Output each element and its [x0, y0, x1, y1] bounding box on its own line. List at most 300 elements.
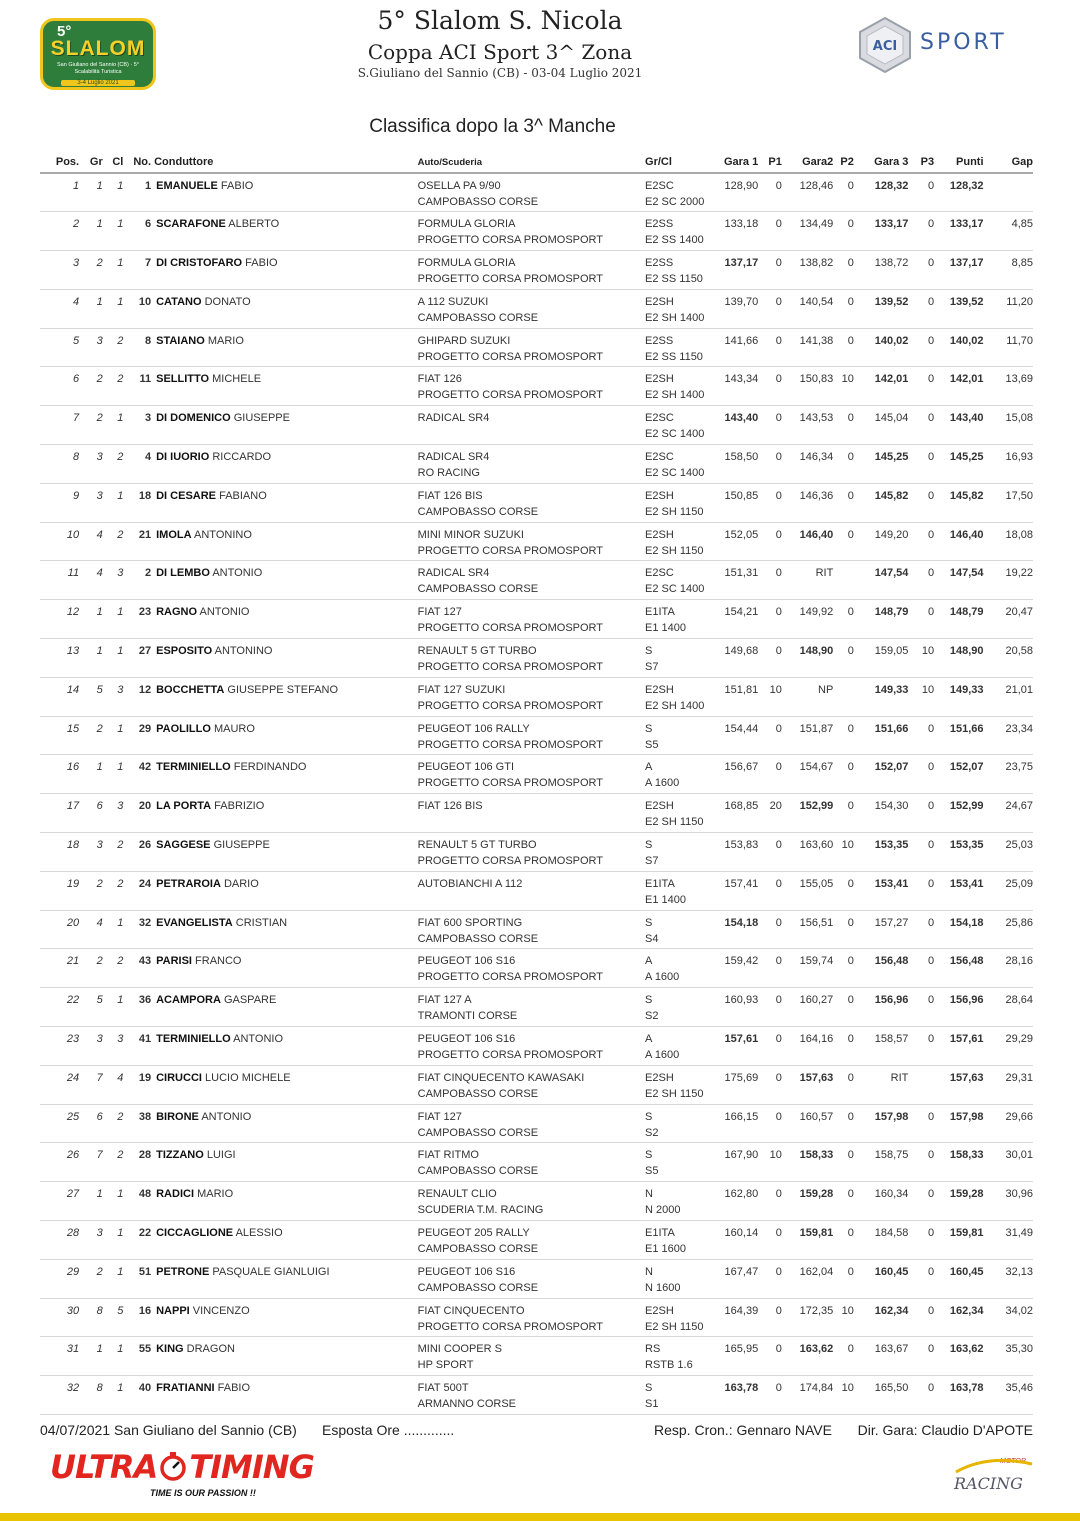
cell-p1: 0 [758, 1182, 782, 1221]
class-code: E2 SC 1400 [645, 428, 705, 441]
cell-no: 26 [123, 833, 151, 872]
cell-no: 1 [123, 173, 151, 212]
group-code: E2SH [645, 528, 674, 541]
cell-gara2: 154,67 [782, 755, 833, 794]
car-model: PEUGEOT 205 RALLY [417, 1227, 530, 1240]
table-row [40, 1182, 1033, 1221]
car-model: FIAT 126 BIS [417, 800, 483, 813]
cell-group-class [645, 561, 715, 600]
cell-pos: 4 [40, 289, 79, 328]
cell-punti: 158,33 [934, 1143, 983, 1182]
cell-group-class [645, 406, 715, 445]
cell-punti: 140,02 [934, 328, 983, 367]
cell-auto-scuderia [418, 794, 645, 833]
car-model: RENAULT 5 GT TURBO [417, 645, 537, 658]
cell-p1: 0 [758, 1376, 782, 1415]
cell-gap: 25,03 [984, 833, 1033, 872]
cell-p2: 0 [833, 716, 854, 755]
cell-auto-scuderia [418, 1104, 645, 1143]
cell-gara2: 172,35 [782, 1298, 833, 1337]
cell-gap: 29,29 [984, 1027, 1033, 1066]
team-name [418, 814, 645, 830]
driver-surname: RAGNO [156, 606, 198, 619]
col-header-pos: Pos. [40, 152, 79, 173]
cell-gara2: 158,33 [782, 1143, 833, 1182]
driver-surname: RADICI [156, 1188, 194, 1201]
cell-pos: 15 [40, 716, 79, 755]
cell-group-class [645, 910, 715, 949]
footer-date-place: 04/07/2021 San Giuliano del Sannio (CB) [40, 1422, 297, 1438]
cell-gara1: 141,66 [715, 328, 758, 367]
class-code: E2 SC 1400 [645, 583, 705, 596]
driver-name: CRISTIAN [235, 916, 288, 929]
cell-conduttore [151, 1104, 418, 1143]
cell-group-class [645, 445, 715, 484]
cell-p1: 0 [758, 251, 782, 290]
cell-p2: 0 [833, 1065, 854, 1104]
table-row [40, 677, 1033, 716]
driver-name: FABIO [220, 180, 254, 192]
cell-pos: 30 [40, 1298, 79, 1337]
driver-name: FABIO [245, 257, 278, 270]
cell-no: 7 [123, 251, 151, 290]
cell-p3: 10 [908, 677, 934, 716]
results-table [40, 152, 1033, 1415]
cell-cl: 3 [103, 1027, 124, 1066]
driver-name: MAURO [213, 722, 255, 735]
cell-group-class [645, 794, 715, 833]
table-row [40, 871, 1033, 910]
cell-cl: 2 [103, 833, 124, 872]
cell-gap: 28,16 [984, 949, 1033, 988]
cell-group-class [645, 251, 715, 290]
cell-gara1: 139,70 [715, 289, 758, 328]
ultra-timing-tagline: TIME IS OUR PASSION !! [150, 1488, 256, 1498]
cell-punti: 128,32 [934, 173, 983, 212]
team-name: PROGETTO CORSA PROMOSPORT [417, 350, 604, 363]
col-header-cl: Cl [103, 152, 124, 173]
cell-cl: 4 [103, 1065, 124, 1104]
cell-gara1: 164,39 [715, 1298, 758, 1337]
driver-surname: DI DOMENICO [156, 412, 231, 425]
cell-gara1: 154,44 [715, 716, 758, 755]
table-row [40, 988, 1033, 1027]
group-code: E2SH [645, 295, 674, 308]
car-model: FORMULA GLORIA [417, 257, 516, 270]
cell-punti: 147,54 [934, 561, 983, 600]
ultra-timing-logo [50, 1448, 330, 1498]
cell-gara3: 184,58 [854, 1221, 909, 1260]
cell-gap: 8,85 [984, 251, 1033, 290]
cell-gara1: 133,18 [715, 212, 758, 251]
cell-gara1: 166,15 [715, 1104, 758, 1143]
cell-gara2: 156,51 [782, 910, 833, 949]
cell-gara2: 174,84 [782, 1376, 833, 1415]
cell-p3: 0 [908, 949, 934, 988]
cell-cl: 2 [103, 871, 124, 910]
cell-gr: 2 [79, 367, 103, 406]
driver-surname: TERMINIELLO [156, 1033, 231, 1046]
cell-gara1: 159,42 [715, 949, 758, 988]
group-code: A [645, 761, 653, 774]
class-code: E2 SH 1150 [645, 1320, 704, 1333]
cell-p2: 0 [833, 949, 854, 988]
cell-conduttore [151, 367, 418, 406]
cell-pos: 3 [40, 251, 79, 290]
cell-p3: 0 [908, 1027, 934, 1066]
cell-auto-scuderia [418, 561, 645, 600]
cell-pos: 12 [40, 600, 79, 639]
cell-p2: 0 [833, 755, 854, 794]
cell-gap: 29,31 [984, 1065, 1033, 1104]
cell-group-class [645, 755, 715, 794]
cell-group-class [645, 716, 715, 755]
cell-punti: 153,41 [934, 871, 983, 910]
group-code: E1ITA [645, 1227, 675, 1240]
cell-p2: 0 [833, 1337, 854, 1376]
cell-gara2: 143,53 [782, 406, 833, 445]
cell-auto-scuderia [418, 251, 645, 290]
cell-p1: 0 [758, 871, 782, 910]
team-name: PROGETTO CORSA PROMOSPORT [417, 622, 604, 635]
cell-p3: 0 [908, 755, 934, 794]
team-name: PROGETTO CORSA PROMOSPORT [417, 1049, 604, 1062]
class-code: E2 SH 1150 [645, 544, 704, 557]
cell-p3: 0 [908, 1182, 934, 1221]
table-row [40, 1065, 1033, 1104]
driver-name: VINCENZO [192, 1304, 250, 1317]
cell-cl: 1 [103, 716, 124, 755]
team-name: PROGETTO CORSA PROMOSPORT [417, 855, 604, 868]
cell-no: 18 [123, 483, 151, 522]
cell-p3: 0 [908, 871, 934, 910]
cell-gr: 7 [79, 1143, 103, 1182]
cell-p1: 0 [758, 1104, 782, 1143]
table-row [40, 949, 1033, 988]
cell-conduttore [151, 600, 418, 639]
cell-pos: 6 [40, 367, 79, 406]
cell-gr: 5 [79, 677, 103, 716]
cell-cl: 1 [103, 251, 124, 290]
cell-p3: 0 [908, 561, 934, 600]
cell-pos: 32 [40, 1376, 79, 1415]
driver-surname: DI IUORIO [156, 451, 210, 464]
cell-pos: 25 [40, 1104, 79, 1143]
cell-gara3: 162,34 [854, 1298, 909, 1337]
cell-gara3: 133,17 [854, 212, 909, 251]
class-code: E2 SS 1400 [645, 234, 704, 247]
driver-surname: CICCAGLIONE [156, 1227, 234, 1240]
cell-gr: 4 [79, 522, 103, 561]
cell-group-class [645, 949, 715, 988]
team-name: CAMPOBASSO CORSE [417, 1281, 539, 1294]
cell-punti: 152,99 [934, 794, 983, 833]
racing-team-logo [948, 1456, 1038, 1498]
cell-gara2: NP [782, 677, 833, 716]
driver-name: GASPARE [223, 994, 277, 1007]
cell-gara2: 146,36 [782, 483, 833, 522]
team-name: PROGETTO CORSA PROMOSPORT [417, 699, 604, 712]
driver-name: MARIO [197, 1188, 234, 1201]
group-code: E2SH [645, 1304, 674, 1317]
cell-group-class [645, 1182, 715, 1221]
cell-auto-scuderia [418, 949, 645, 988]
group-code: E2SH [645, 683, 674, 696]
team-name: PROGETTO CORSA PROMOSPORT [417, 1320, 604, 1333]
driver-name: ANTONIO [201, 1110, 252, 1123]
cell-gara1: 157,41 [715, 871, 758, 910]
cell-gara1: 162,80 [715, 1182, 758, 1221]
cell-cl: 1 [103, 1376, 124, 1415]
cell-gr: 4 [79, 910, 103, 949]
cell-gara2: 152,99 [782, 794, 833, 833]
cell-cl: 2 [103, 1143, 124, 1182]
cell-cl: 1 [103, 483, 124, 522]
driver-name: DONATO [204, 295, 251, 308]
class-code: A 1600 [645, 971, 680, 984]
cell-pos: 20 [40, 910, 79, 949]
cell-gara1: 157,61 [715, 1027, 758, 1066]
bottom-bar [0, 1513, 1080, 1521]
cell-group-class [645, 289, 715, 328]
cell-group-class [645, 367, 715, 406]
team-name [418, 426, 645, 442]
group-code: E2SH [645, 373, 674, 386]
cell-gr: 2 [79, 949, 103, 988]
cell-cl: 2 [103, 367, 124, 406]
cell-pos: 19 [40, 871, 79, 910]
cell-conduttore [151, 1298, 418, 1337]
cell-pos: 17 [40, 794, 79, 833]
car-model: RENAULT CLIO [417, 1188, 497, 1201]
event-place-date: S.Giuliano del Sannio (CB) - 03-04 Luglio 2021 [357, 66, 643, 80]
team-name: CAMPOBASSO CORSE [417, 932, 539, 945]
cell-no: 6 [123, 212, 151, 251]
cell-group-class [645, 483, 715, 522]
cell-group-class [645, 600, 715, 639]
cell-gara2: 146,34 [782, 445, 833, 484]
cell-gap: 15,08 [984, 406, 1033, 445]
class-code: N 2000 [645, 1204, 681, 1217]
cell-p2: 0 [833, 212, 854, 251]
table-row [40, 251, 1033, 290]
cell-p1: 0 [758, 910, 782, 949]
aci-sport-text: SPORT [920, 30, 1007, 55]
cell-p1: 0 [758, 483, 782, 522]
table-row [40, 1298, 1033, 1337]
cell-group-class [645, 677, 715, 716]
cell-gara1: 167,90 [715, 1143, 758, 1182]
cell-gara2: 157,63 [782, 1065, 833, 1104]
event-title: 5° Slalom S. Nicola [377, 6, 623, 35]
cell-gr: 1 [79, 1182, 103, 1221]
driver-surname: DI CESARE [156, 489, 217, 502]
cell-gara3: 149,33 [854, 677, 909, 716]
cell-gara2: 159,28 [782, 1182, 833, 1221]
cell-gara2: 163,60 [782, 833, 833, 872]
driver-surname: FRATIANNI [156, 1382, 215, 1395]
car-model: PEUGEOT 106 RALLY [417, 722, 530, 735]
cell-gara3: 145,25 [854, 445, 909, 484]
cell-gr: 1 [79, 173, 103, 212]
cell-p2: 0 [833, 794, 854, 833]
car-model: RADICAL SR4 [417, 567, 490, 580]
car-model: FIAT CINQUECENTO KAWASAKI [417, 1071, 585, 1084]
driver-surname: CIRUCCI [156, 1071, 202, 1084]
cell-p1: 0 [758, 716, 782, 755]
cell-gara3: 157,27 [854, 910, 909, 949]
table-row [40, 600, 1033, 639]
table-row [40, 483, 1033, 522]
car-model: PEUGEOT 106 S16 [417, 1265, 516, 1278]
cell-gara3: 158,75 [854, 1143, 909, 1182]
group-code: E2SC [645, 567, 674, 580]
cell-gara1: 158,50 [715, 445, 758, 484]
cell-p1: 10 [758, 1143, 782, 1182]
cell-p3: 0 [908, 445, 934, 484]
car-model: RADICAL SR4 [417, 412, 490, 425]
cell-conduttore [151, 483, 418, 522]
cell-p2: 0 [833, 1259, 854, 1298]
cell-p2: 0 [833, 600, 854, 639]
cell-gara2: 140,54 [782, 289, 833, 328]
cell-conduttore [151, 716, 418, 755]
cell-conduttore [151, 871, 418, 910]
cell-pos: 16 [40, 755, 79, 794]
cell-gara1: 143,40 [715, 406, 758, 445]
cell-no: 12 [123, 677, 151, 716]
cell-auto-scuderia [418, 289, 645, 328]
cell-gr: 2 [79, 871, 103, 910]
driver-surname: PETRAROIA [156, 877, 221, 890]
table-row [40, 1259, 1033, 1298]
table-row [40, 561, 1033, 600]
class-code: S7 [645, 661, 659, 674]
cell-gara3: 157,98 [854, 1104, 909, 1143]
table-row [40, 212, 1033, 251]
cell-auto-scuderia [418, 212, 645, 251]
driver-name: FABRIZIO [214, 800, 265, 813]
cell-gara3: 156,96 [854, 988, 909, 1027]
cell-group-class [645, 522, 715, 561]
driver-name: ANTONIO [199, 606, 250, 619]
table-row [40, 1104, 1033, 1143]
cell-p2: 10 [833, 833, 854, 872]
page-header [0, 0, 1080, 140]
cell-cl: 1 [103, 1221, 124, 1260]
cell-gap: 24,67 [984, 794, 1033, 833]
cell-auto-scuderia [418, 1337, 645, 1376]
cell-gara3: 145,04 [854, 406, 909, 445]
cell-group-class [645, 212, 715, 251]
table-row [40, 1143, 1033, 1182]
cell-pos: 29 [40, 1259, 79, 1298]
cell-no: 3 [123, 406, 151, 445]
cell-gara1: 163,78 [715, 1376, 758, 1415]
cell-gap: 31,49 [984, 1221, 1033, 1260]
cell-pos: 28 [40, 1221, 79, 1260]
cell-no: 27 [123, 639, 151, 678]
cell-gara1: 175,69 [715, 1065, 758, 1104]
cell-gr: 2 [79, 251, 103, 290]
car-model: PEUGEOT 106 S16 [417, 955, 516, 968]
cell-conduttore [151, 1143, 418, 1182]
cell-auto-scuderia [418, 639, 645, 678]
cell-no: 42 [123, 755, 151, 794]
driver-name: FABIO [217, 1382, 251, 1395]
cell-conduttore [151, 1259, 418, 1298]
cell-gara2: 149,92 [782, 600, 833, 639]
cell-p3: 0 [908, 1143, 934, 1182]
cell-cl: 1 [103, 1182, 124, 1221]
cell-gara2: 141,38 [782, 328, 833, 367]
group-code: S [645, 645, 653, 658]
cell-no: 16 [123, 1298, 151, 1337]
group-code: E2SS [645, 257, 674, 270]
cell-cl: 1 [103, 1259, 124, 1298]
cell-gr: 3 [79, 483, 103, 522]
cell-gara2: 151,87 [782, 716, 833, 755]
cell-gap: 13,69 [984, 367, 1033, 406]
cell-no: 38 [123, 1104, 151, 1143]
cell-p3: 0 [908, 251, 934, 290]
cell-pos: 24 [40, 1065, 79, 1104]
cell-punti: 154,18 [934, 910, 983, 949]
cell-auto-scuderia [418, 1027, 645, 1066]
table-row [40, 833, 1033, 872]
driver-name: LUIGI [206, 1149, 236, 1162]
cell-no: 29 [123, 716, 151, 755]
cell-conduttore [151, 949, 418, 988]
cell-p1: 10 [758, 677, 782, 716]
cell-p1: 0 [758, 1221, 782, 1260]
driver-surname: BIRONE [156, 1110, 199, 1123]
cell-gap: 16,93 [984, 445, 1033, 484]
cell-cl: 2 [103, 1104, 124, 1143]
col-header-grcl: Gr/Cl [645, 152, 715, 173]
driver-name: FRANCO [195, 955, 242, 968]
team-name: PROGETTO CORSA PROMOSPORT [417, 389, 604, 402]
driver-name: ANTONINO [194, 528, 252, 541]
cell-p2: 0 [833, 1104, 854, 1143]
driver-name: ALESSIO [235, 1227, 283, 1240]
class-code: E2 SS 1150 [645, 350, 703, 363]
cell-punti: 160,45 [934, 1259, 983, 1298]
cell-pos: 13 [40, 639, 79, 678]
cell-gap: 30,01 [984, 1143, 1033, 1182]
cell-conduttore [151, 988, 418, 1027]
cell-gara3: 142,01 [854, 367, 909, 406]
table-row [40, 755, 1033, 794]
cell-punti: 156,48 [934, 949, 983, 988]
team-name: PROGETTO CORSA PROMOSPORT [417, 544, 604, 557]
car-model: FIAT 126 BIS [417, 489, 483, 502]
cell-gr: 1 [79, 1337, 103, 1376]
driver-surname: DI CRISTOFARO [156, 257, 243, 270]
cell-gara2: 159,74 [782, 949, 833, 988]
class-code: E1 1400 [645, 622, 687, 635]
cell-pos: 7 [40, 406, 79, 445]
cell-cl: 1 [103, 600, 124, 639]
cell-conduttore [151, 561, 418, 600]
group-code: N [645, 1188, 653, 1201]
driver-name: RICCARDO [212, 451, 272, 464]
cell-p2 [833, 561, 854, 600]
cell-conduttore [151, 251, 418, 290]
cell-gap: 23,75 [984, 755, 1033, 794]
event-subtitle: Coppa ACI Sport 3^ Zona [367, 40, 633, 64]
team-name: CAMPOBASSO CORSE [417, 583, 539, 596]
